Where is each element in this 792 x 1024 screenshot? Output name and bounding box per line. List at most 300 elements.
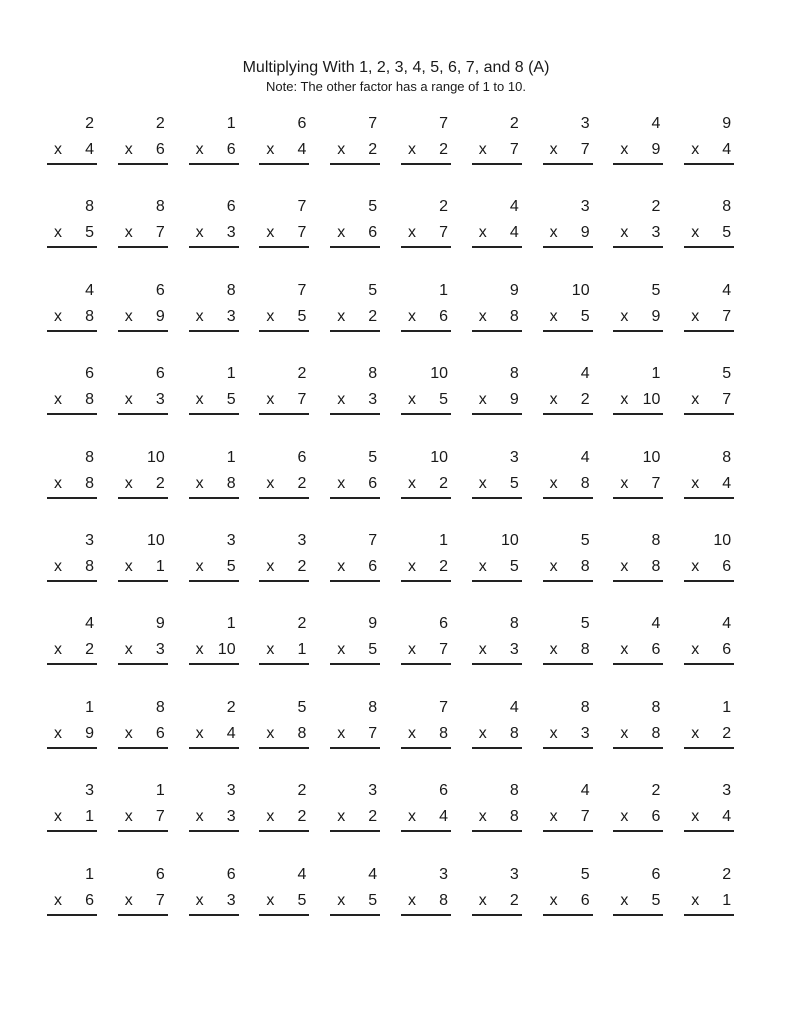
answer-line <box>543 330 593 332</box>
multiply-row <box>330 224 380 244</box>
multiply-row <box>543 141 593 161</box>
multiply-sign: x <box>266 724 275 742</box>
bottom-factor: 3 <box>155 641 165 659</box>
multiply-row <box>259 725 309 745</box>
multiply-row <box>259 391 309 411</box>
multiply-sign: x <box>124 224 133 242</box>
problem-r4-c9 <box>613 365 663 423</box>
bottom-factor: 2 <box>368 141 378 158</box>
answer-line <box>613 246 663 248</box>
answer-line <box>472 497 522 499</box>
multiply-row <box>189 391 239 411</box>
problem-r2-c5 <box>330 198 380 256</box>
answer-line <box>47 580 97 582</box>
answer-line <box>684 747 734 749</box>
multiply-sign: x <box>124 141 133 158</box>
bottom-factor: 5 <box>651 891 661 909</box>
answer-line <box>118 163 168 165</box>
problem-r4-c2 <box>118 365 168 423</box>
top-factor: 1 <box>651 365 661 383</box>
answer-line <box>47 413 97 415</box>
answer-line <box>543 163 593 165</box>
multiply-sign: x <box>124 391 133 409</box>
multiply-row <box>613 892 663 912</box>
multiply-row <box>543 641 593 661</box>
problem-r4-c10 <box>684 365 734 423</box>
multiply-sign: x <box>691 641 700 659</box>
answer-line <box>47 330 97 332</box>
top-factor: 3 <box>297 532 307 549</box>
problem-r10-c1 <box>47 866 97 924</box>
top-factor: 9 <box>722 115 732 132</box>
answer-line <box>613 663 663 665</box>
answer-line <box>189 663 239 665</box>
top-factor: 4 <box>509 698 519 716</box>
problem-r4-c4 <box>259 365 309 423</box>
top-factor: 6 <box>439 615 448 633</box>
multiply-sign: x <box>478 558 487 575</box>
top-factor: 3 <box>439 865 448 883</box>
bottom-factor: 6 <box>368 558 378 575</box>
multiply-row <box>118 308 168 328</box>
bottom-factor: 7 <box>722 307 732 325</box>
answer-line <box>543 413 593 415</box>
top-factor: 3 <box>509 865 519 883</box>
problem-r4-c3 <box>189 365 239 423</box>
answer-line <box>543 246 593 248</box>
bottom-factor: 4 <box>85 141 94 158</box>
top-factor: 4 <box>509 198 519 216</box>
top-factor: 8 <box>85 448 94 466</box>
bottom-factor: 2 <box>722 724 732 742</box>
problem-r9-c1 <box>47 782 97 840</box>
bottom-factor: 8 <box>509 808 519 826</box>
multiply-row <box>472 725 522 745</box>
answer-line <box>613 330 663 332</box>
multiply-sign: x <box>691 307 700 325</box>
answer-line <box>401 163 451 165</box>
multiply-sign: x <box>54 391 62 409</box>
multiply-sign: x <box>620 558 629 575</box>
top-factor: 8 <box>85 198 94 216</box>
bottom-factor: 2 <box>297 474 307 492</box>
bottom-factor: 6 <box>368 474 378 492</box>
bottom-factor: 9 <box>85 724 94 742</box>
problem-r2-c8 <box>543 198 593 256</box>
multiply-sign: x <box>478 474 487 492</box>
answer-line <box>118 413 168 415</box>
problem-r6-c5 <box>330 532 380 590</box>
top-factor: 6 <box>297 448 307 466</box>
multiply-row <box>259 475 309 495</box>
multiply-row <box>401 641 451 661</box>
bottom-factor: 5 <box>297 307 307 325</box>
top-factor: 3 <box>722 782 732 800</box>
multiply-sign: x <box>337 141 346 158</box>
multiply-sign: x <box>620 141 629 158</box>
bottom-factor: 8 <box>297 724 307 742</box>
bottom-factor: 1 <box>297 641 307 659</box>
bottom-factor: 1 <box>85 808 94 826</box>
problem-r4-c7 <box>472 365 522 423</box>
top-factor: 1 <box>85 698 94 716</box>
multiply-sign: x <box>124 474 133 492</box>
bottom-factor: 3 <box>226 307 236 325</box>
answer-line <box>118 663 168 665</box>
problem-r7-c8 <box>543 615 593 673</box>
multiply-sign: x <box>266 224 275 242</box>
bottom-factor: 2 <box>580 391 590 409</box>
problem-r10-c4 <box>259 866 309 924</box>
problem-r1-c2 <box>118 115 168 173</box>
multiply-row <box>543 475 593 495</box>
multiply-row <box>401 391 451 411</box>
problem-r10-c5 <box>330 866 380 924</box>
multiply-row <box>543 308 593 328</box>
answer-line <box>47 246 97 248</box>
multiply-sign: x <box>691 808 700 826</box>
bottom-factor: 7 <box>439 641 448 659</box>
top-factor: 1 <box>155 782 165 800</box>
problem-r5-c8 <box>543 449 593 507</box>
bottom-factor: 5 <box>509 474 519 492</box>
bottom-factor: 7 <box>297 224 307 242</box>
top-factor: 3 <box>580 115 590 132</box>
bottom-factor: 7 <box>580 141 590 158</box>
bottom-factor: 2 <box>439 141 448 158</box>
top-factor: 1 <box>226 615 236 633</box>
top-factor: 3 <box>509 448 519 466</box>
problem-r3-c7 <box>472 282 522 340</box>
multiply-row <box>118 725 168 745</box>
multiply-sign: x <box>620 474 629 492</box>
problem-r3-c8 <box>543 282 593 340</box>
problem-r7-c7 <box>472 615 522 673</box>
top-factor: 3 <box>226 532 236 549</box>
answer-line <box>684 330 734 332</box>
bottom-factor: 6 <box>85 891 94 909</box>
multiply-row <box>472 391 522 411</box>
multiply-sign: x <box>549 558 558 575</box>
top-factor: 2 <box>509 115 519 132</box>
bottom-factor: 8 <box>439 891 448 909</box>
bottom-factor: 1 <box>722 891 732 909</box>
problem-r7-c6 <box>401 615 451 673</box>
multiply-row <box>189 641 239 661</box>
multiply-row <box>259 808 309 828</box>
multiply-row <box>472 141 522 161</box>
multiply-row <box>330 808 380 828</box>
top-factor: 4 <box>85 615 94 633</box>
top-factor: 8 <box>155 698 165 716</box>
top-factor: 4 <box>580 782 590 800</box>
multiply-sign: x <box>124 641 133 659</box>
answer-line <box>259 497 309 499</box>
problem-r8-c6 <box>401 699 451 757</box>
answer-line <box>472 330 522 332</box>
answer-line <box>189 413 239 415</box>
multiply-row <box>47 558 97 578</box>
bottom-factor: 4 <box>722 808 732 826</box>
problem-r9-c8 <box>543 782 593 840</box>
problem-r1-c1 <box>47 115 97 173</box>
bottom-factor: 7 <box>651 474 661 492</box>
multiply-sign: x <box>478 724 487 742</box>
multiply-row <box>118 141 168 161</box>
multiply-row <box>472 475 522 495</box>
problem-r8-c2 <box>118 699 168 757</box>
multiply-sign: x <box>408 141 416 158</box>
top-factor: 1 <box>226 115 236 132</box>
multiply-row <box>118 391 168 411</box>
multiply-row <box>401 308 451 328</box>
multiply-sign: x <box>549 391 558 409</box>
answer-line <box>189 163 239 165</box>
problem-r7-c9 <box>613 615 663 673</box>
problem-r5-c1 <box>47 449 97 507</box>
answer-line <box>330 330 380 332</box>
problem-r7-c10 <box>684 615 734 673</box>
bottom-factor: 5 <box>368 641 378 659</box>
bottom-factor: 3 <box>226 224 236 242</box>
top-factor: 5 <box>651 281 661 299</box>
multiply-sign: x <box>337 307 346 325</box>
problem-r6-c1 <box>47 532 97 590</box>
multiply-sign: x <box>266 391 275 409</box>
bottom-factor: 8 <box>85 307 94 325</box>
top-factor: 9 <box>155 615 165 633</box>
answer-line <box>401 246 451 248</box>
problem-r9-c2 <box>118 782 168 840</box>
multiply-row <box>118 558 168 578</box>
answer-line <box>472 163 522 165</box>
top-factor: 2 <box>297 615 307 633</box>
multiply-row <box>543 725 593 745</box>
bottom-factor: 6 <box>155 724 165 742</box>
bottom-factor: 7 <box>297 391 307 409</box>
problem-r3-c2 <box>118 282 168 340</box>
multiply-sign: x <box>478 141 487 158</box>
answer-line <box>472 246 522 248</box>
multiply-row <box>543 224 593 244</box>
bottom-factor: 6 <box>580 891 590 909</box>
multiply-sign: x <box>620 891 629 909</box>
answer-line <box>189 497 239 499</box>
top-factor: 2 <box>297 365 307 383</box>
answer-line <box>613 163 663 165</box>
answer-line <box>189 830 239 832</box>
multiply-row <box>47 308 97 328</box>
problem-r1-c5 <box>330 115 380 173</box>
bottom-factor: 5 <box>226 558 236 575</box>
multiply-row <box>330 725 380 745</box>
top-factor: 2 <box>651 782 661 800</box>
answer-line <box>613 580 663 582</box>
multiply-sign: x <box>54 474 62 492</box>
problem-r8-c7 <box>472 699 522 757</box>
multiply-sign: x <box>337 474 346 492</box>
multiply-row <box>613 475 663 495</box>
bottom-factor: 6 <box>651 808 661 826</box>
multiply-row <box>684 892 734 912</box>
multiply-sign: x <box>408 808 416 826</box>
multiply-row <box>118 892 168 912</box>
top-factor: 5 <box>722 365 732 383</box>
top-factor: 5 <box>368 198 378 216</box>
problem-r5-c5 <box>330 449 380 507</box>
bottom-factor: 5 <box>297 891 307 909</box>
answer-line <box>543 830 593 832</box>
bottom-factor: 7 <box>155 891 165 909</box>
multiply-sign: x <box>54 724 62 742</box>
top-factor: 6 <box>85 365 94 383</box>
answer-line <box>330 163 380 165</box>
problem-r3-c6 <box>401 282 451 340</box>
multiply-row <box>684 558 734 578</box>
top-factor: 7 <box>297 198 307 216</box>
multiply-row <box>543 391 593 411</box>
problem-r8-c3 <box>189 699 239 757</box>
bottom-factor: 8 <box>85 391 94 409</box>
multiply-sign: x <box>408 558 416 575</box>
multiply-sign: x <box>195 391 204 409</box>
bottom-factor: 7 <box>155 224 165 242</box>
multiply-sign: x <box>549 474 558 492</box>
answer-line <box>684 246 734 248</box>
multiply-sign: x <box>478 307 487 325</box>
problem-r6-c6 <box>401 532 451 590</box>
multiply-sign: x <box>620 307 629 325</box>
multiply-sign: x <box>691 558 700 575</box>
multiply-row <box>401 892 451 912</box>
problem-r1-c3 <box>189 115 239 173</box>
top-factor: 5 <box>368 281 378 299</box>
multiply-sign: x <box>337 224 346 242</box>
multiply-row <box>330 892 380 912</box>
answer-line <box>259 830 309 832</box>
bottom-factor: 7 <box>155 808 165 826</box>
multiply-row <box>684 475 734 495</box>
bottom-factor: 2 <box>155 474 165 492</box>
top-factor: 8 <box>580 698 590 716</box>
top-factor: 1 <box>439 281 448 299</box>
multiply-sign: x <box>620 224 629 242</box>
answer-line <box>684 497 734 499</box>
top-factor: 6 <box>155 365 165 383</box>
multiply-sign: x <box>195 224 204 242</box>
answer-line <box>684 163 734 165</box>
multiply-row <box>189 475 239 495</box>
multiply-sign: x <box>337 808 346 826</box>
problem-r9-c9 <box>613 782 663 840</box>
problem-r9-c4 <box>259 782 309 840</box>
problem-r2-c7 <box>472 198 522 256</box>
top-factor: 8 <box>368 698 378 716</box>
problem-r3-c10 <box>684 282 734 340</box>
top-factor: 6 <box>155 865 165 883</box>
multiply-row <box>259 141 309 161</box>
multiply-sign: x <box>337 891 346 909</box>
multiply-row <box>613 224 663 244</box>
multiply-sign: x <box>195 558 204 575</box>
bottom-factor: 2 <box>439 558 448 575</box>
problem-r9-c10 <box>684 782 734 840</box>
problem-r3-c3 <box>189 282 239 340</box>
problem-r6-c9 <box>613 532 663 590</box>
top-factor: 8 <box>368 365 378 383</box>
multiply-sign: x <box>620 724 629 742</box>
problem-r6-c4 <box>259 532 309 590</box>
bottom-factor: 7 <box>439 224 448 242</box>
top-factor: 1 <box>722 698 732 716</box>
multiply-sign: x <box>337 724 346 742</box>
bottom-factor: 9 <box>651 141 661 158</box>
multiply-sign: x <box>408 224 416 242</box>
bottom-factor: 8 <box>226 474 236 492</box>
top-factor: 7 <box>368 532 378 549</box>
problem-r5-c9 <box>613 449 663 507</box>
answer-line <box>330 830 380 832</box>
answer-line <box>259 246 309 248</box>
bottom-factor: 3 <box>651 224 661 242</box>
bottom-factor: 9 <box>509 391 519 409</box>
bottom-factor: 7 <box>722 391 732 409</box>
top-factor: 1 <box>85 865 94 883</box>
answer-line <box>543 580 593 582</box>
answer-line <box>330 663 380 665</box>
top-factor: 5 <box>580 532 590 549</box>
top-factor: 1 <box>439 532 448 549</box>
multiply-row <box>684 224 734 244</box>
bottom-factor: 8 <box>439 724 448 742</box>
top-factor: 10 <box>642 448 661 466</box>
multiply-sign: x <box>478 391 487 409</box>
multiply-sign: x <box>549 808 558 826</box>
top-factor: 6 <box>226 865 236 883</box>
multiply-row <box>189 224 239 244</box>
answer-line <box>472 580 522 582</box>
multiply-row <box>472 308 522 328</box>
multiply-row <box>543 892 593 912</box>
multiply-row <box>401 558 451 578</box>
top-factor: 2 <box>722 865 732 883</box>
multiply-sign: x <box>54 808 62 826</box>
answer-line <box>401 580 451 582</box>
problem-r5-c3 <box>189 449 239 507</box>
problem-r1-c6 <box>401 115 451 173</box>
top-factor: 4 <box>297 865 307 883</box>
problem-r2-c1 <box>47 198 97 256</box>
multiply-row <box>543 558 593 578</box>
multiply-row <box>684 308 734 328</box>
bottom-factor: 6 <box>368 224 378 242</box>
bottom-factor: 3 <box>226 891 236 909</box>
bottom-factor: 8 <box>580 558 590 575</box>
top-factor: 8 <box>155 198 165 216</box>
multiply-row <box>684 141 734 161</box>
multiply-sign: x <box>124 724 133 742</box>
bottom-factor: 5 <box>368 891 378 909</box>
answer-line <box>189 914 239 916</box>
top-factor: 10 <box>147 448 165 466</box>
multiply-sign: x <box>266 808 275 826</box>
answer-line <box>189 747 239 749</box>
problem-r7-c3 <box>189 615 239 673</box>
answer-line <box>613 830 663 832</box>
multiply-row <box>189 892 239 912</box>
problem-r10-c8 <box>543 866 593 924</box>
answer-line <box>259 413 309 415</box>
